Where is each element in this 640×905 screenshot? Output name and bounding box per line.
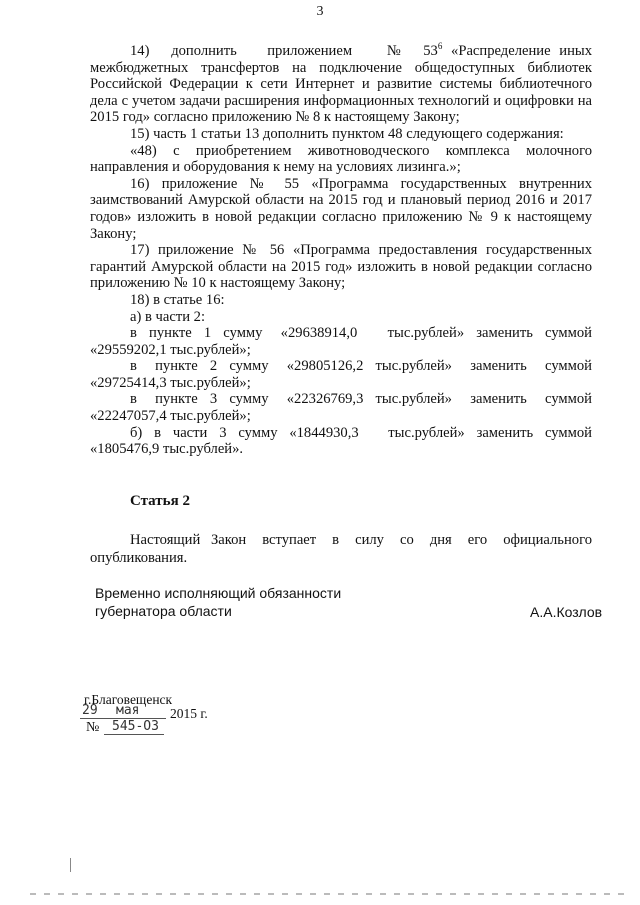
article-2-heading: Статья 2 xyxy=(130,493,190,509)
amendment-list xyxy=(90,43,592,458)
item-14-superscript: 6 xyxy=(437,41,443,51)
amendment-point-48: «48) с приобретением животноводческого комплекса молочного направления и оборудования к нему на условиях лизинга.»; xyxy=(90,142,592,176)
date-year: 2015 г. xyxy=(170,706,208,721)
amendment-point-3-sum: в пункте 3 сумму «22326769,3 тыс.рублей» заменить суммой «22247057,4 тыс.рублей»; xyxy=(90,391,592,425)
amendment-item-17: 17) приложение № 56 «Программа предоставления государственных гарантий Амурской области на 2015 год» изложить в новой редакции согласно приложению № 10 к настоящему Закону; xyxy=(90,242,592,292)
amendment-point-1-sum: в пункте 1 сумму «29638914,0 тыс.рублей» заменить суммой «29559202,1 тыс.рублей»; xyxy=(90,325,592,358)
scan-edge-artifact xyxy=(30,893,630,895)
city-name: г.Благовещенск xyxy=(84,692,173,707)
item-14-text-after: «Распределение иных межбюджетных трансфертов на подключение общедоступных библиотек Российской Федерации к сети Интернет и развитие системы библиотечного дела с учетом задачи расширения информационных технологий и оцифровки на 2015 год» согласно приложению № 8 к настоящему Закону; xyxy=(90,43,592,126)
law-number: 545-ОЗ xyxy=(112,719,159,734)
amendment-item-16: 16) приложение № 55 «Программа государственных внутренних заимствований Амурской области на 2015 год и плановый период 2016 и 2017 годов» изложить в новой редакции согласно приложению № 9 к настоящему Закону; xyxy=(90,175,592,242)
item-14-text-before: 14) дополнить приложением № 53 xyxy=(130,43,438,59)
signatory-title xyxy=(95,584,341,620)
amendment-item-15: 15) часть 1 статьи 13 дополнить пунктом 48 следующего содержания: xyxy=(130,125,564,142)
amendment-item-14 xyxy=(90,43,592,126)
amendment-subitem-b: б) в части 3 сумму «1844930,3 тыс.рублей» заменить суммой «1805476,9 тыс.рублей». xyxy=(90,424,592,458)
scan-mark xyxy=(70,858,71,872)
signatory-title-line-1: Временно исполняющий обязанности xyxy=(95,585,342,601)
amendment-point-2-sum: в пункте 2 сумму «29805126,2 тыс.рублей» заменить суммой «29725414,3 тыс.рублей»; xyxy=(90,358,592,391)
enactment-clause: Настоящий Закон вступает в силу со дня его официального опубликования. xyxy=(90,532,592,566)
number-underline xyxy=(104,734,164,735)
signatory-name: А.А.Козлов xyxy=(530,604,603,620)
amendment-item-18: 18) в статье 16: xyxy=(130,291,225,308)
number-sign: № xyxy=(86,720,100,735)
page-number: 3 xyxy=(316,4,324,19)
date-month: мая xyxy=(116,703,140,718)
amendment-subitem-a: а) в части 2: xyxy=(130,308,206,325)
date-day: 29 xyxy=(82,703,98,718)
signatory-title-line-2: губернатора области xyxy=(95,603,232,619)
